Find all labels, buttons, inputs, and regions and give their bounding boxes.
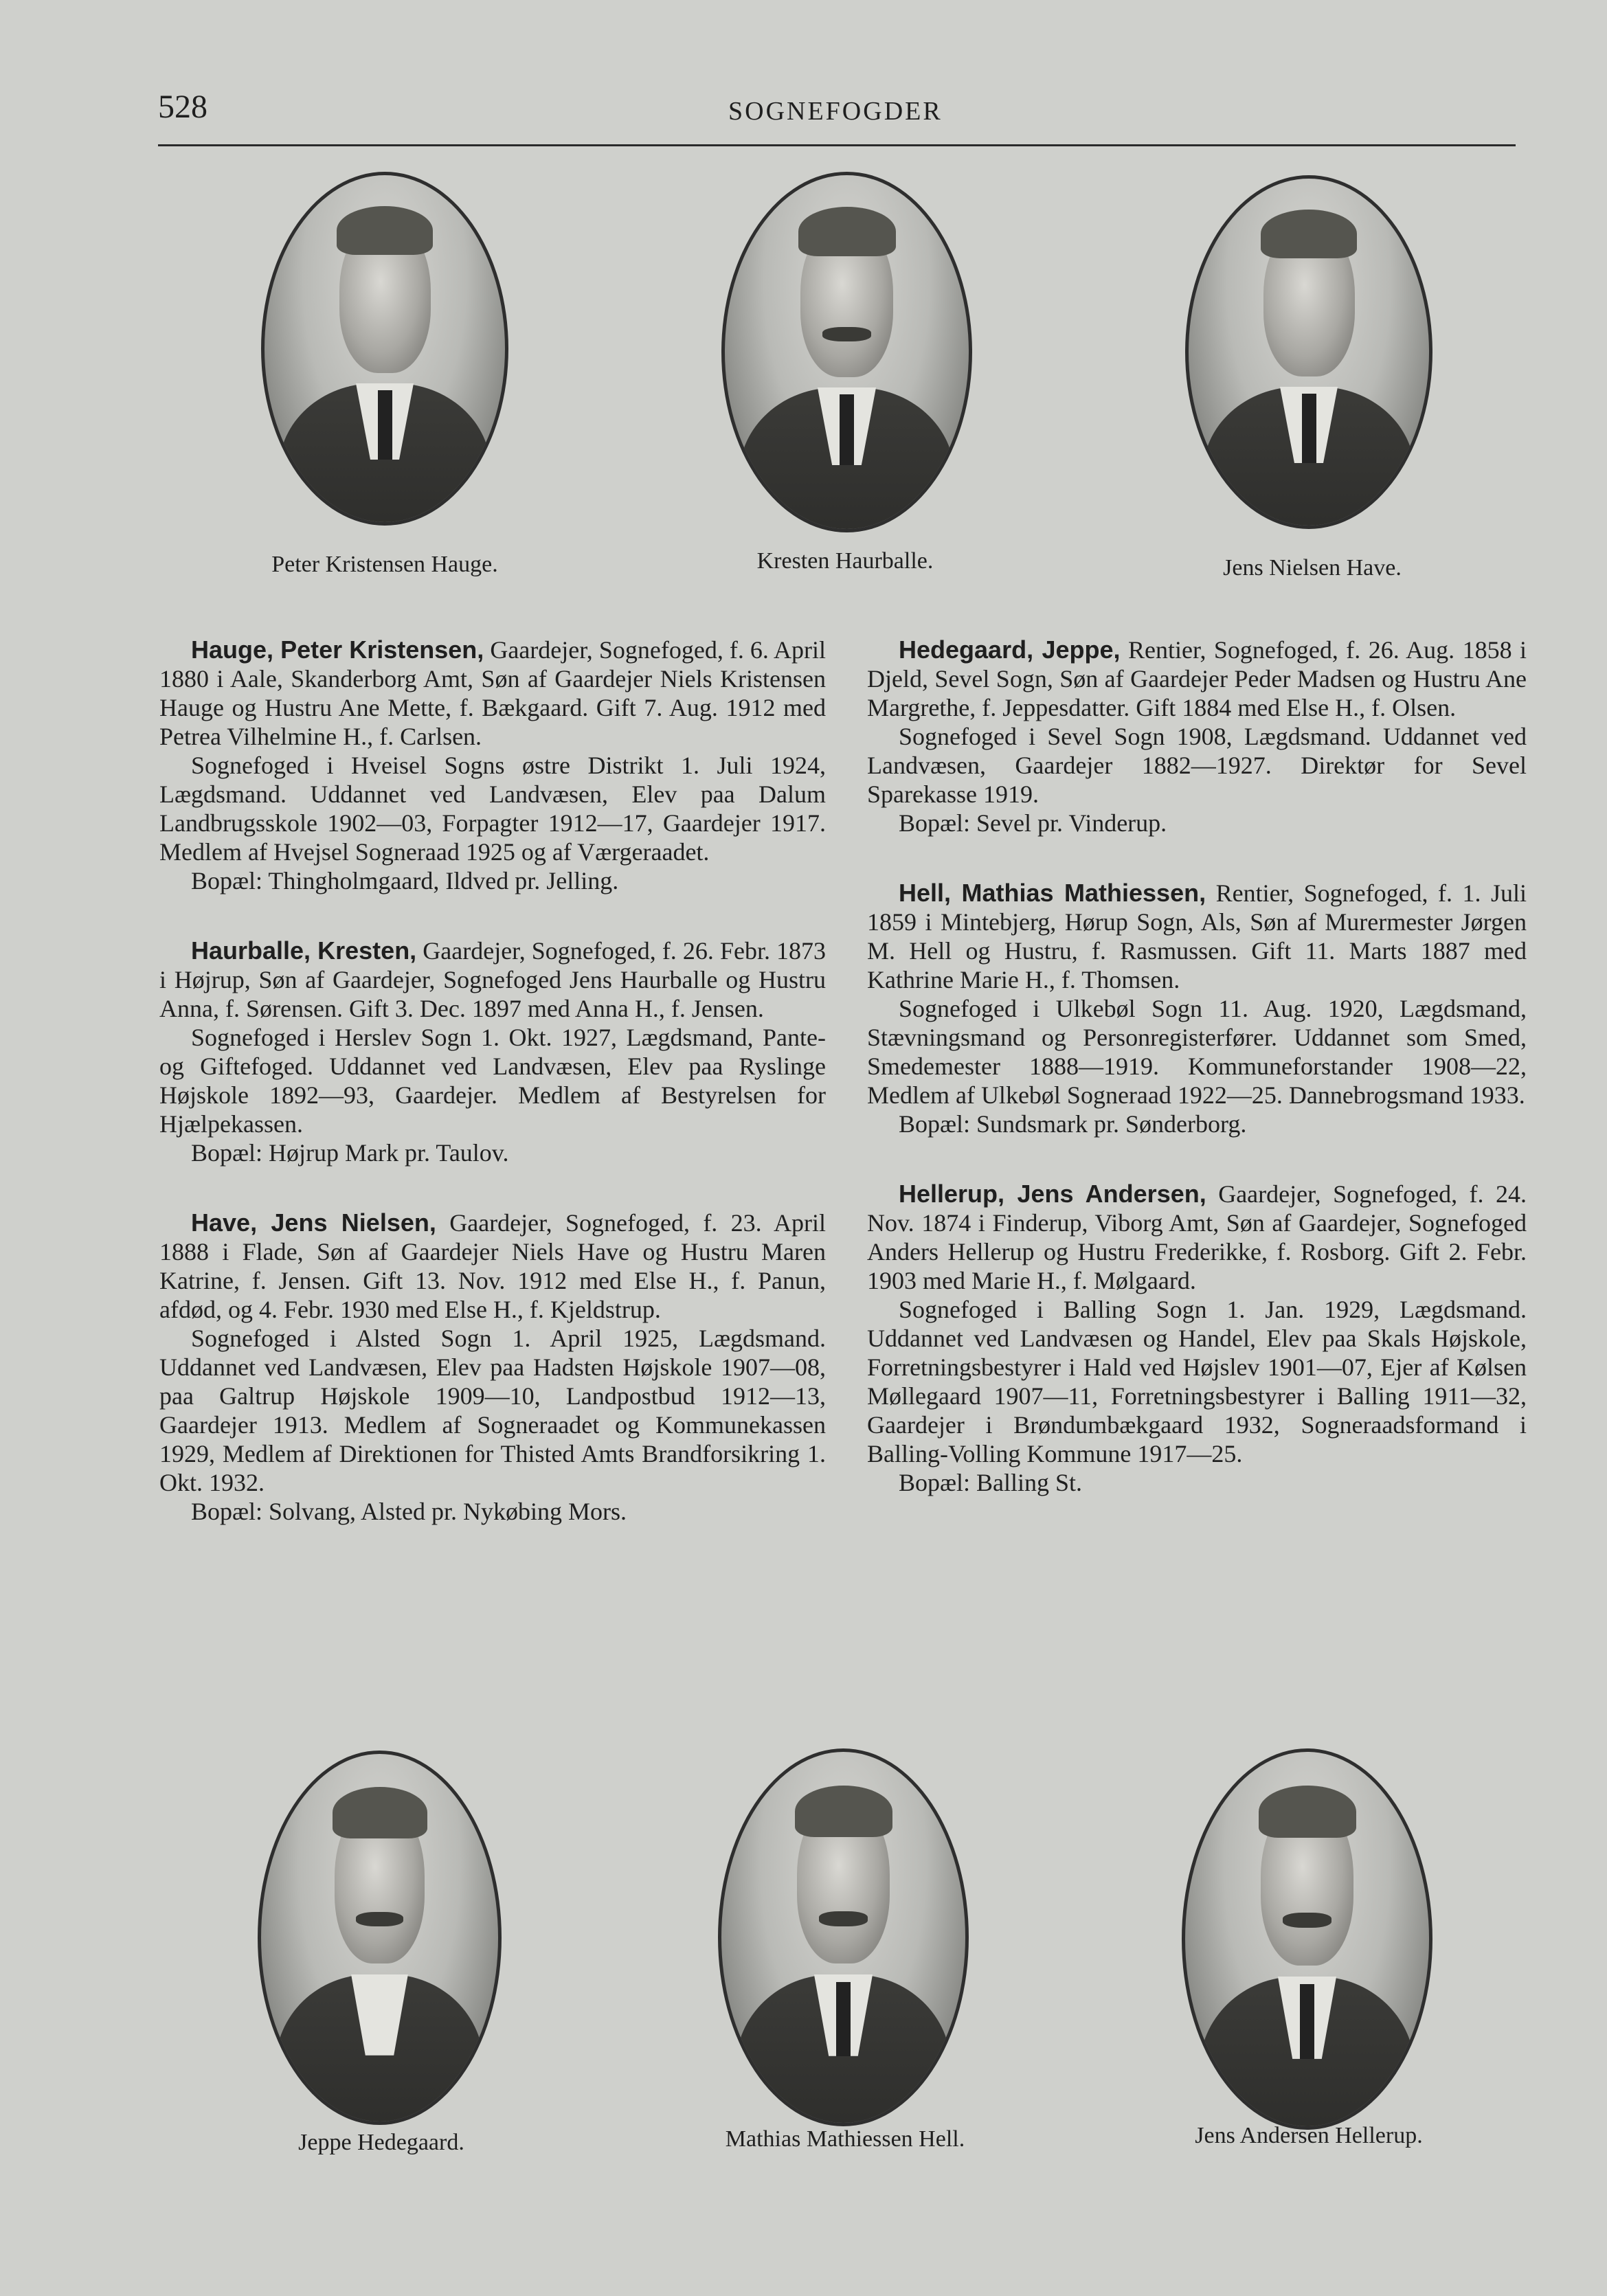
- right-column: [867, 635, 1527, 1538]
- entry-residence: Bopæl: Sundsmark pr. Sønderborg.: [899, 1110, 1247, 1138]
- entry-hellerup: [867, 1180, 1527, 1497]
- entry-career: Sognefoged i Herslev Sogn 1. Okt. 1927, Lægdsmand, Pante- og Giftefoged. Uddannet ved Landvæsen, Elev paa Ryslinge Højskole 1892—93, Gaardejer. Medlem af Bestyrelsen for Hjælpekassen.: [159, 1024, 826, 1138]
- page-number: 528: [158, 89, 207, 125]
- entry-career: Sognefoged i Sevel Sogn 1908, Lægdsmand. Uddannet ved Landvæsen, Gaardejer 1882—1927. Direktør for Sevel Sparekasse 1919.: [867, 723, 1527, 808]
- caption-hellerup: Jens Andersen Hellerup.: [1195, 2123, 1423, 2148]
- caption-hell: Mathias Mathiessen Hell.: [725, 2126, 965, 2152]
- portrait-haurballe: [721, 172, 972, 532]
- entry-hauge: [159, 635, 826, 895]
- portrait-hedegaard: [258, 1751, 502, 2125]
- entry-name: Have, Jens Nielsen,: [191, 1208, 436, 1237]
- entry-name: Hedegaard, Jeppe,: [899, 635, 1121, 664]
- caption-have: Jens Nielsen Have.: [1223, 555, 1402, 581]
- entry-residence: Bopæl: Sevel pr. Vinderup.: [899, 809, 1167, 837]
- entry-career: Sognefoged i Balling Sogn 1. Jan. 1929, Lægdsmand. Uddannet ved Landvæsen og Handel, Elev paa Skals Højskole, Forretningsbestyrer i Hald ved Højslev 1901—07, Ejer af Kølsen Møllegaard 1907—11, Forretningsbestyrer i Balling 1911—32, Gaardejer i Brøndumbækgaard 1932, Sogneraadsformand i Balling-Volling Kommune 1917—25.: [867, 1296, 1527, 1467]
- left-column: [159, 635, 826, 1567]
- entry-intro: Rentier, Sognefoged, f. 26. Aug. 1858 i Djeld, Sevel Sogn, Søn af Gaardejer Peder Madsen og Hustru Ane Margrethe, f. Jeppesdatter. Gift 1884 med Else H., f. Olsen.: [867, 636, 1527, 721]
- portrait-hauge: [261, 172, 508, 526]
- header-rule: [158, 144, 1516, 146]
- entry-intro: Gaardejer, Sognefoged, f. 6. April 1880 i Aale, Skanderborg Amt, Søn af Gaardejer Niels Kristensen Hauge og Hustru Ane Mette, f. Bækgaard. Gift 7. Aug. 1912 med Petrea Vilhelmine H., f. Carlsen.: [159, 636, 826, 750]
- entry-intro: Gaardejer, Sognefoged, f. 24. Nov. 1874 i Finderup, Viborg Amt, Søn af Gaardejer, Sognefoged Anders Hellerup og Hustru Frederikke, f. Rosborg. Gift 2. Febr. 1903 med Marie H., f. Mølgaard.: [867, 1180, 1527, 1294]
- entry-career: Sognefoged i Hveisel Sogns østre Distrikt 1. Juli 1924, Lægdsmand. Uddannet ved Landvæsen, Elev paa Dalum Landbrugsskole 1902—03, Forpagter 1912—17, Gaardejer 1917. Medlem af Hvejsel Sogneraad 1925 og af Værgeraadet.: [159, 752, 826, 866]
- portrait-hellerup: [1182, 1748, 1432, 2130]
- entry-have: [159, 1208, 826, 1526]
- entry-intro: Gaardejer, Sognefoged, f. 26. Febr. 1873 i Højrup, Søn af Gaardejer, Sognefoged Jens Haurballe og Hustru Anna, f. Sørensen. Gift 3. Dec. 1897 med Anna H., f. Jensen.: [159, 937, 827, 1022]
- entry-career: Sognefoged i Alsted Sogn 1. April 1925, Lægdsmand. Uddannet ved Landvæsen, Elev paa Hadsten Højskole 1907—08, paa Galtrup Højskole 1909—10, Landpostbud 1912—13, Gaardejer 1913. Medlem af Sogneraadet og Kommunekassen 1929, Medlem af Direktionen for Thisted Amts Brandforsikring 1. Okt. 1932.: [159, 1325, 826, 1496]
- entry-name: Haurballe, Kresten,: [191, 936, 417, 965]
- caption-hedegaard: Jeppe Hedegaard.: [298, 2130, 464, 2155]
- caption-hauge: Peter Kristensen Hauge.: [271, 552, 498, 577]
- entry-residence: Bopæl: Højrup Mark pr. Taulov.: [191, 1139, 509, 1167]
- entry-residence: Bopæl: Balling St.: [899, 1469, 1083, 1496]
- entry-residence: Bopæl: Solvang, Alsted pr. Nykøbing Mors.: [191, 1498, 627, 1525]
- entry-hell: [867, 879, 1527, 1138]
- portrait-hell: [718, 1748, 969, 2126]
- caption-haurballe: Kresten Haurballe.: [756, 548, 934, 574]
- running-head: SOGNEFOGDER: [728, 97, 943, 126]
- entry-intro: Gaardejer, Sognefoged, f. 23. April 1888 i Flade, Søn af Gaardejer Niels Have og Hustru Maren Katrine, f. Jensen. Gift 13. Nov. 1912 med Else H., f. Panun, afdød, og 4. Febr. 1930 med Else H., f. Kjeldstrup.: [159, 1209, 826, 1323]
- portrait-have: [1185, 175, 1432, 529]
- entry-intro: Rentier, Sognefoged, f. 1. Juli 1859 i Mintebjerg, Hørup Sogn, Als, Søn af Murermester Jørgen M. Hell og Hustru, f. Rasmussen. Gift 11. Marts 1887 med Kathrine Marie H., f. Thomsen.: [867, 879, 1527, 993]
- entry-residence: Bopæl: Thingholmgaard, Ildved pr. Jelling.: [191, 867, 619, 894]
- entry-name: Hell, Mathias Mathiessen,: [899, 879, 1206, 907]
- entry-name: Hauge, Peter Kristensen,: [191, 635, 484, 664]
- entry-name: Hellerup, Jens Andersen,: [899, 1180, 1206, 1208]
- entry-career: Sognefoged i Ulkebøl Sogn 11. Aug. 1920, Lægdsmand, Stævningsmand og Personregisterfører. Uddannet som Smed, Smedemester 1888—1919. Kommuneforstander 1908—22, Medlem af Ulkebøl Sogneraad 1922—25. Dannebrogsmand 1933.: [867, 995, 1527, 1109]
- entry-hedegaard: [867, 635, 1527, 837]
- entry-haurballe: [159, 936, 826, 1167]
